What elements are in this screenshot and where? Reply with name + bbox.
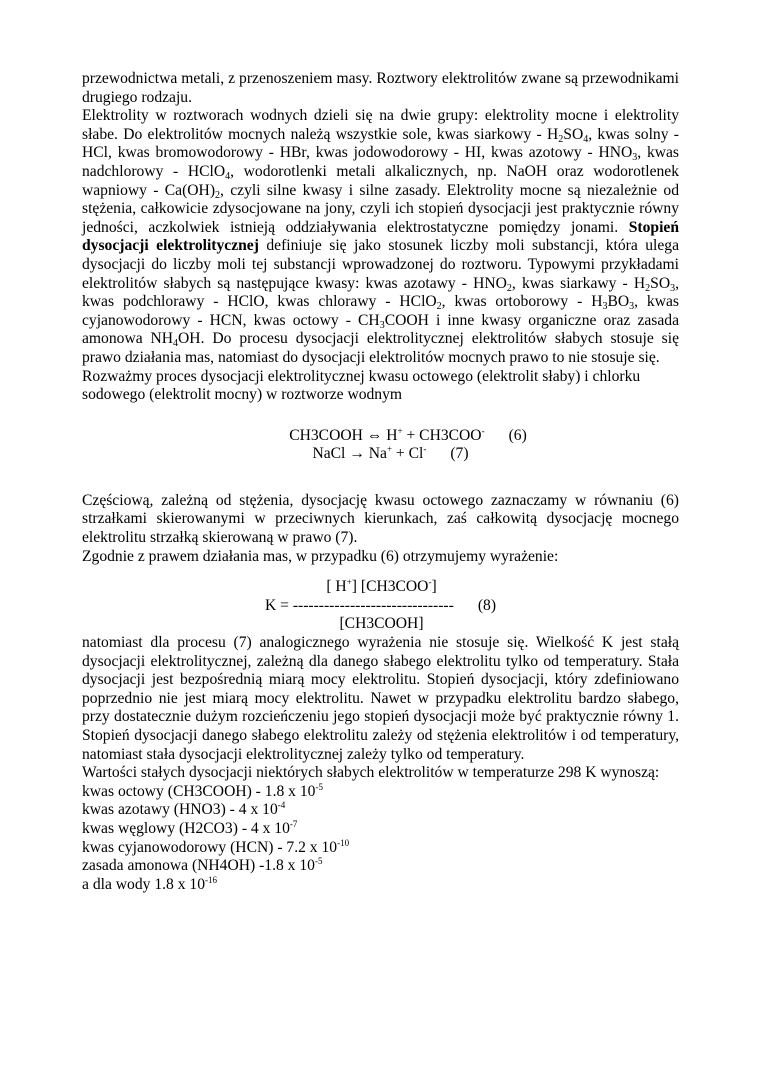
equation-8-denominator	[82, 615, 679, 634]
text-run: Elektrolity w roztworach wodnych dzieli się na dwie grupy: elektrolity mocne i elektrolity słabe. Do elektrolitów mocnych należą wszystkie sole, kwas siarkowy - H	[82, 107, 679, 143]
value-text: a dla wody 1.8 x 10	[82, 875, 205, 893]
list-item	[82, 876, 679, 895]
text-run: , kwas siarkawy - H	[511, 274, 646, 292]
subscript: 2	[558, 133, 564, 145]
subscript: 4	[225, 170, 231, 182]
superscript: -	[428, 577, 432, 588]
exponent: -16	[205, 874, 217, 885]
paragraph-mass-action-text: Zgodnie z prawem działania mas, w przypadku (6) otrzymujemy wyrażenie:	[82, 547, 559, 565]
text-run: , kwas nadchlorowy - HClO	[82, 144, 679, 180]
paragraph-electrolytes	[82, 107, 679, 367]
text-run: ]	[431, 578, 437, 596]
subscript: 4	[173, 338, 179, 350]
equation-6-rhs: + CH3COO	[402, 426, 482, 444]
list-item	[82, 820, 679, 839]
equation-6	[82, 427, 679, 446]
paragraph-constant	[82, 634, 679, 764]
text-run: BO	[607, 293, 630, 311]
subscript: 2	[215, 189, 221, 201]
text-run: , wodorotlenki metali alkalicznych, np. NaOH oraz wodorotlenek wapniowy - Ca(OH)	[82, 162, 680, 199]
equation-6-lhs: CH3COOH ⇔ H	[289, 426, 398, 444]
subscript: 4	[583, 133, 589, 145]
paragraph-consider-text: Rozważmy proces dysocjacji elektrolitycznej kwasu octowego (elektrolit słaby) i chlorku sodowego (elektrolit mocny) w roztworze wodnym	[82, 367, 641, 404]
text-run: , kwas cyjanowodorowy - HCN, kwas octowy - CH	[82, 293, 679, 329]
text-run: [CH3COOH]	[339, 615, 424, 633]
value-text: kwas cyjanowodorowy (HCN) - 7.2 x 10	[82, 838, 338, 856]
list-item	[82, 783, 679, 802]
paragraph-partial	[82, 492, 679, 548]
superscript: +	[386, 444, 393, 455]
equation-7	[82, 445, 679, 464]
equation-7-number: (7)	[450, 445, 469, 463]
text-run: SO	[650, 274, 671, 292]
equation-6-number: (6)	[508, 426, 527, 444]
equation-8-numerator	[82, 578, 679, 597]
text-run: SO	[563, 125, 584, 143]
list-item	[82, 801, 679, 820]
text-run: , kwas podchlorawy - HClO, kwas chlorawy - HClO	[82, 274, 679, 311]
superscript: -	[481, 425, 485, 436]
exponent: -5	[315, 781, 323, 792]
spacer	[82, 464, 679, 492]
paragraph-partial-text: Częściową, zależną od stężenia, dysocjację kwasu octowego zaznaczamy w równaniu (6) strzałkami skierowanymi w przeciwnych kierunkach, zaś całkowitą dysocjację mocnego elektrolitu strzałką skierowaną w prawo (7).	[82, 491, 679, 547]
text-run: , kwas solny - HCl, kwas bromowodorowy - HBr, kwas jodowodorowy - HI, kwas azotowy - HNO	[82, 125, 679, 162]
paragraph-mass-action	[82, 548, 679, 567]
subscript: 3	[379, 319, 385, 331]
subscript: 3	[670, 282, 676, 294]
equation-8-number: (8)	[477, 596, 497, 614]
value-text: kwas azotawy (HNO3) - 4 x 10	[82, 801, 278, 819]
bold-term: Stopień dysocjacji elektrolitycznej	[82, 218, 679, 255]
subscript: 3	[629, 301, 635, 313]
value-text: kwas octowy (CH3COOH) - 1.8 x 10	[82, 782, 316, 800]
paragraph-intro	[82, 70, 679, 107]
equation-8-line	[82, 597, 679, 616]
superscript: +	[346, 577, 352, 588]
list-item	[82, 857, 679, 876]
subscript: 3	[602, 301, 608, 313]
equation-8-k: K = -------------------------------	[264, 596, 454, 614]
superscript: +	[397, 425, 403, 436]
exponent: -4	[277, 800, 286, 811]
paragraph-values-intro	[82, 764, 679, 783]
superscript: -	[423, 444, 427, 455]
subscript: 2	[506, 282, 512, 294]
paragraph-consider	[82, 368, 679, 405]
value-text: kwas węglowy (H2CO3) - 4 x 10	[82, 819, 290, 837]
paragraph-values-intro-text: Wartości stałych dysocjacji niektórych słabych elektrolitów w temperaturze 298 K wynoszą:	[82, 764, 660, 782]
exponent: -10	[337, 837, 350, 848]
value-text: zasada amonowa (NH4OH) -1.8 x 10	[82, 857, 315, 875]
paragraph-intro-text: przewodnictwa metali, z przenoszeniem masy. Roztwory elektrolitów zwane są przewodnikami drugiego rodzaju.	[82, 70, 679, 106]
exponent: -7	[289, 818, 298, 829]
text-run: OH. Do procesu dysocjacji elektrolitycznej elektrolitów słabych stosuje się prawo działania mas, natomiast do dysocjacji elektrolitów mocnych prawo to nie stosuje się.	[82, 330, 679, 366]
text-run: [ H	[326, 578, 347, 596]
values-list	[82, 783, 679, 895]
subscript: 2	[436, 301, 442, 313]
page-body	[82, 70, 679, 894]
paragraph-constant-text: natomiast dla procesu (7) analogicznego wyrażenia nie stosuje się. Wielkość K jest stałą dysocjacji elektrolitycznej, zależną dla danego słabego elektrolitu tylko od temperatury. Stała dysocjacji jest bezpośrednią miarą mocy elektrolitu. Stopień dysocjacji, który zdefiniowano poprzednio nie jest miarą mocy elektrolitu. Nawet w przypadku elektrolitu bardzo słabego, przy dostatecznie dużym rozcieńczeniu jego stopień dysocjacji może być praktycznie równy 1. Stopień dysocjacji danego słabego elektrolitu zależy od stężenia elektrolitów i od temperatury, natomiast stała dysocjacji elektrolitycznej zależy tylko od temperatury.	[82, 634, 679, 763]
equation-8	[82, 578, 679, 634]
exponent: -5	[314, 856, 323, 867]
text-run: definiuje się jako stosunek liczby moli substancji, która ulega dysocjacji do liczby moli tej substancji wprowadzonej do roztworu. Typowymi przykładami elektrolitów słabych są następujące kwasy: kwas azotawy - HNO	[82, 237, 679, 292]
text-run: ] [CH3COO	[351, 578, 429, 596]
text-run: COOH i inne kwasy organiczne oraz zasada amonowa NH	[82, 311, 679, 348]
equation-7-rhs: + Cl	[392, 445, 424, 463]
text-run: , kwas ortoborowy - H	[441, 293, 603, 311]
text-run: , czyli silne kwasy i silne zasady. Elektrolity mocne są niezależnie od stężenia, całkowicie zdysocjowane na jony, czyli ich stopień dysocjacji jest praktycznie równy jedności, aczkolwiek istnieją oddziaływania elektrostatyczne pomiędzy jonami.	[82, 181, 680, 236]
list-item	[82, 839, 679, 858]
subscript: 3	[632, 152, 638, 164]
subscript: 2	[645, 282, 651, 294]
equation-7-lhs: NaCl → Na	[312, 445, 387, 463]
